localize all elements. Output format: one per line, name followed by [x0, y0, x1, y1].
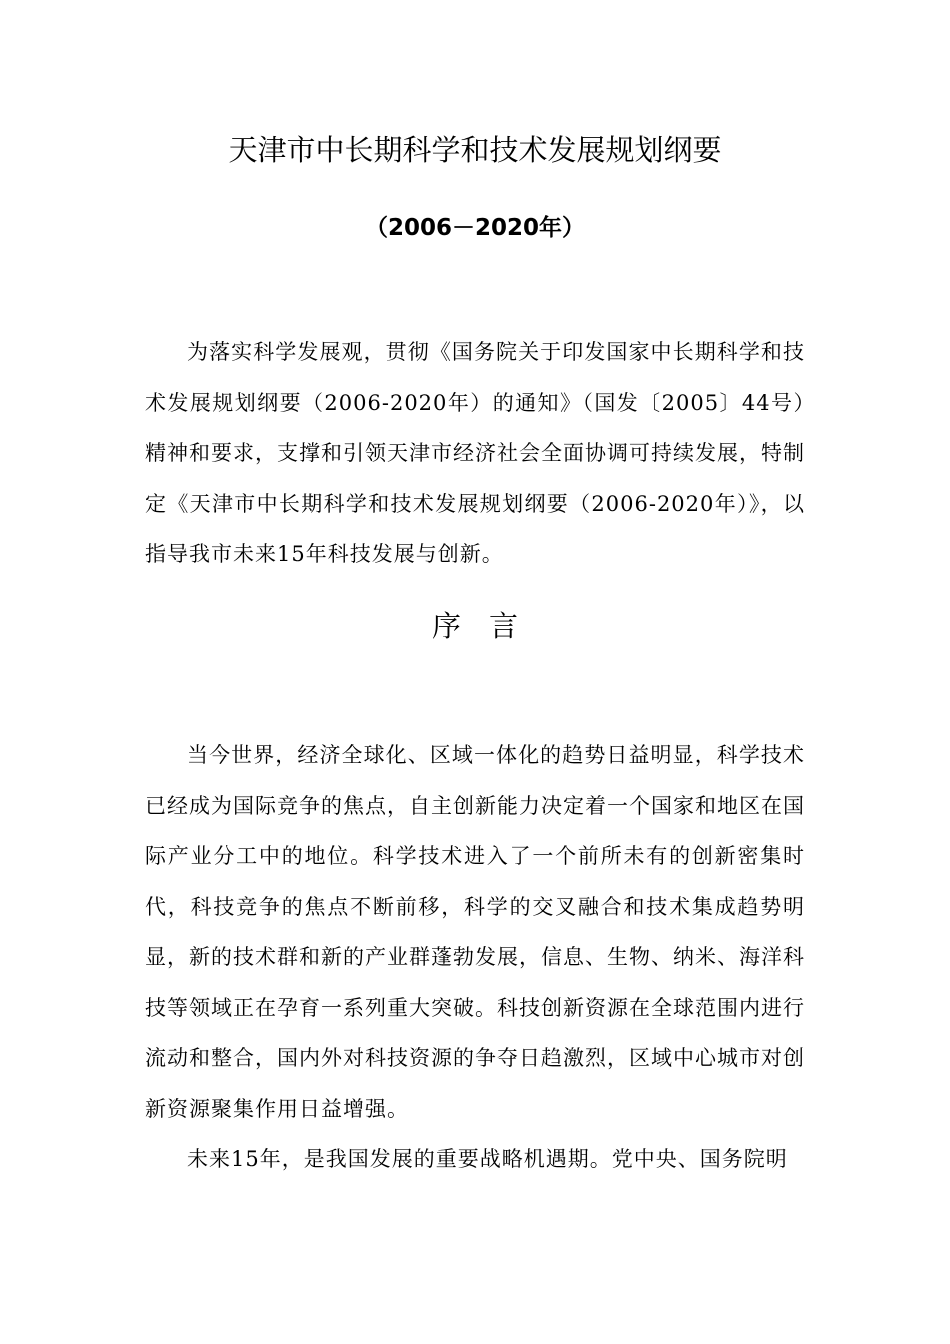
intro-paragraph: 为落实科学发展观，贯彻《国务院关于印发国家中长期科学和技术发展规划纲要（2006-2020年）的通知》（国发〔2005〕44号）精神和要求，支撑和引领天津市经济社会全面协调可持续发展，特制定《天津市中长期科学和技术发展规划纲要（2006-2020年）》，以指导我市未来15年科技发展与创新。 — [145, 340, 805, 566]
body-paragraph: 当今世界，经济全球化、区域一体化的趋势日益明显，科学技术已经成为国际竞争的焦点，自主创新能力决定着一个国家和地区在国际产业分工中的地位。科学技术进入了一个前所未有的创新密集时代，科技竞争的焦点不断前移，科学的交叉融合和技术集成趋势明显，新的技术群和新的产业群蓬勃发展，信息、生物、纳米、海洋科技等领域正在孕育一系列重大突破。科技创新资源在全球范围内进行流动和整合，国内外对科技资源的争夺日趋激烈，区域中心城市对创新资源聚集作用日益增强。 — [145, 743, 805, 1121]
document-subtitle: （2006－2020年） — [364, 215, 586, 241]
body-paragraph: 未来15年，是我国发展的重要战略机遇期。党中央、国务院明 — [187, 1147, 788, 1171]
document-title: 天津市中长期科学和技术发展规划纲要 — [228, 133, 722, 167]
section-heading-preface: 序言 — [431, 609, 546, 643]
